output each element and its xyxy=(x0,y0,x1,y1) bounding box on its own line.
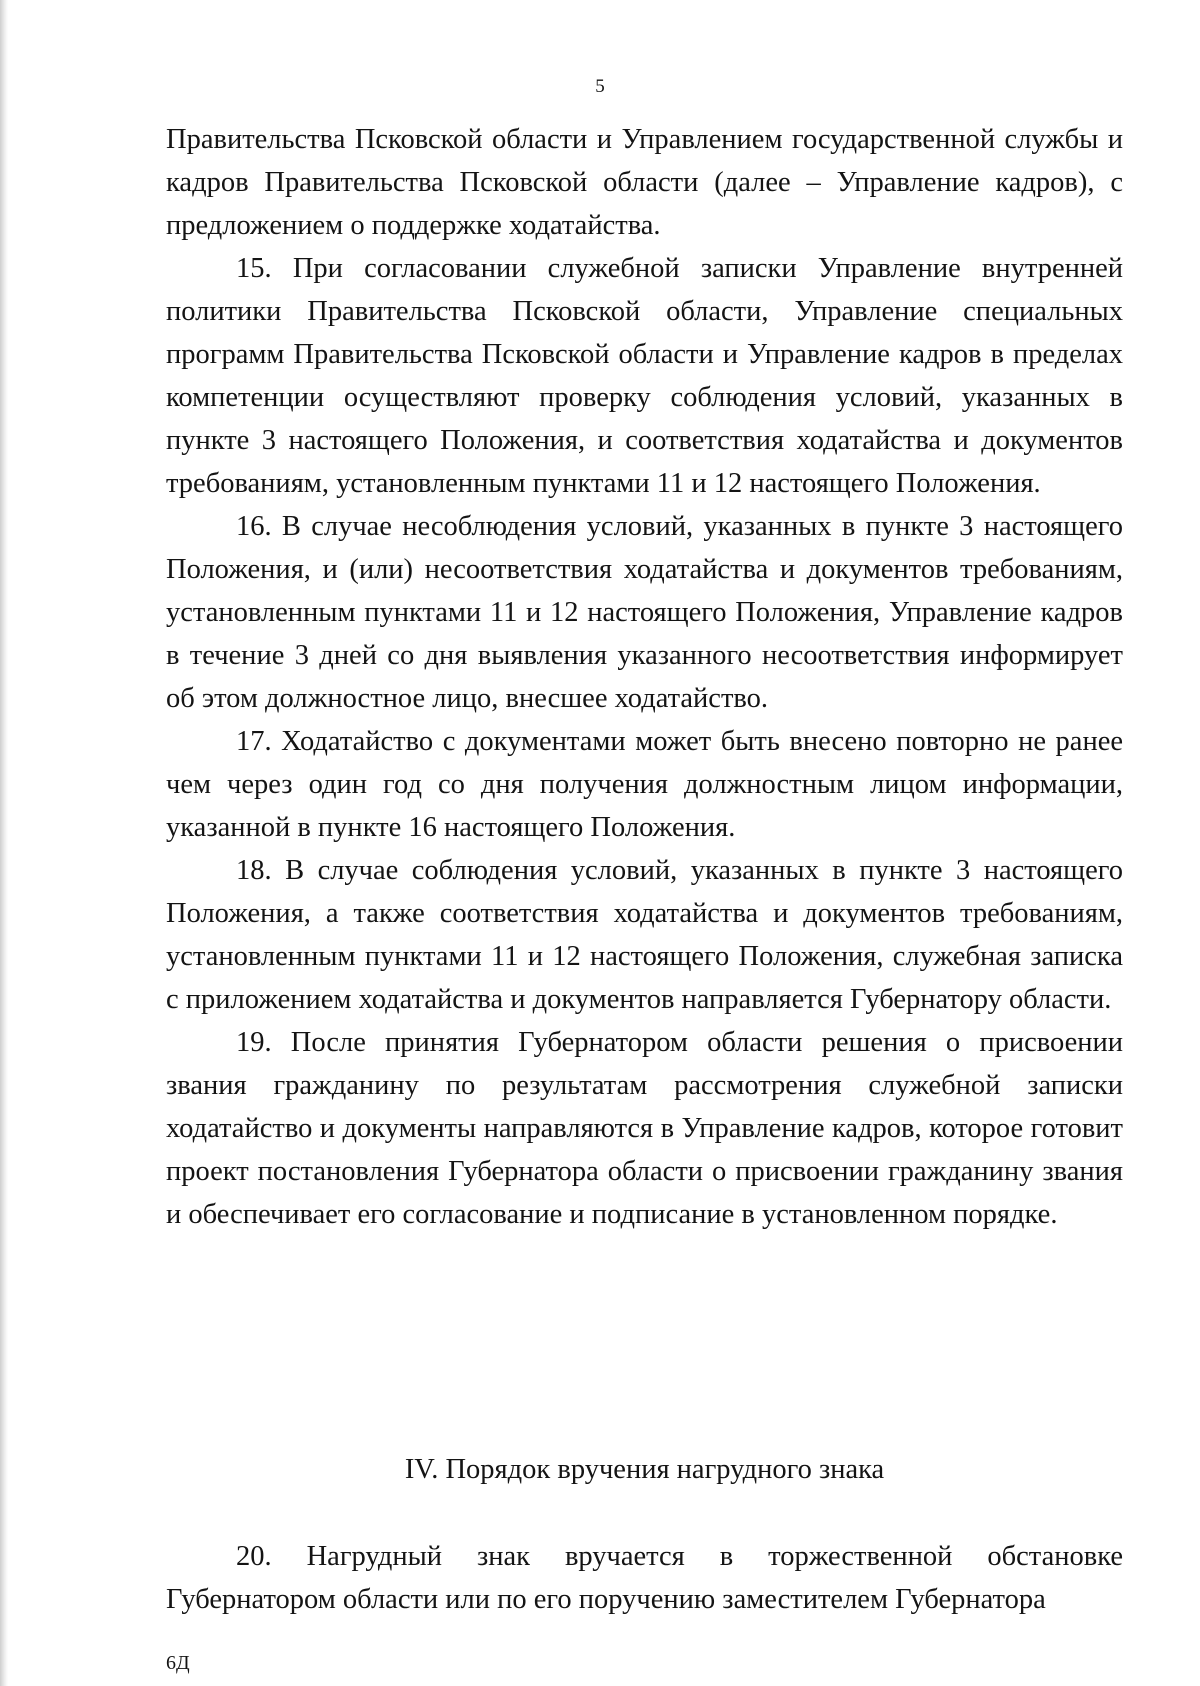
document-body xyxy=(166,118,1123,1236)
paragraph-19: 19. После принятия Губернатором области решения о присвоении звания гражданину по результатам рассмотрения служебной записки ходатайство и документы направляются в Управление кадров, которое готовит проект постановления Губернатора области о присвоении гражданину звания и обеспечивает его согласование и подписание в установленном порядке. xyxy=(166,1027,1123,1230)
paragraph-18: 18. В случае соблюдения условий, указанных в пункте 3 настоящего Положения, а также соответствия ходатайства и документов требованиям, установленным пунктами 11 и 12 настоящего Положения, служебная записка с приложением ходатайства и документов направляется Губернатору области. xyxy=(166,855,1123,1015)
paragraph-20: 20. Нагрудный знак вручается в торжественной обстановке Губернатором области или по его поручению заместителем Губернатора xyxy=(166,1541,1123,1615)
paragraph-continuation: Правительства Псковской области и Управлением государственной службы и кадров Правительства Псковской области (далее – Управление кадров), с предложением о поддержке ходатайства. xyxy=(166,124,1123,241)
footer-code: 6Д xyxy=(166,1652,190,1674)
paragraph-16: 16. В случае несоблюдения условий, указанных в пункте 3 настоящего Положения, и (или) несоответствия ходатайства и документов требованиям, установленным пунктами 11 и 12 настоящего Положения, Управление кадров в течение 3 дней со дня выявления указанного несоответствия информирует об этом должностное лицо, внесшее ходатайство. xyxy=(166,511,1123,714)
section-heading: IV. Порядок вручения нагрудного знака xyxy=(404,1454,885,1485)
paragraph-15: 15. При согласовании служебной записки Управление внутренней политики Правительства Псковской области, Управление специальных программ Правительства Псковской области и Управление кадров в пределах компетенции осуществляют проверку соблюдения условий, указанных в пункте 3 настоящего Положения, и соответствия ходатайства и документов требованиям, установленным пунктами 11 и 12 настоящего Положения. xyxy=(166,253,1123,499)
page-number: 5 xyxy=(595,76,605,97)
paragraph-17: 17. Ходатайство с документами может быть внесено повторно не ранее чем через один год со дня получения должностным лицом информации, указанной в пункте 16 настоящего Положения. xyxy=(166,726,1123,843)
section-body xyxy=(166,1535,1123,1621)
